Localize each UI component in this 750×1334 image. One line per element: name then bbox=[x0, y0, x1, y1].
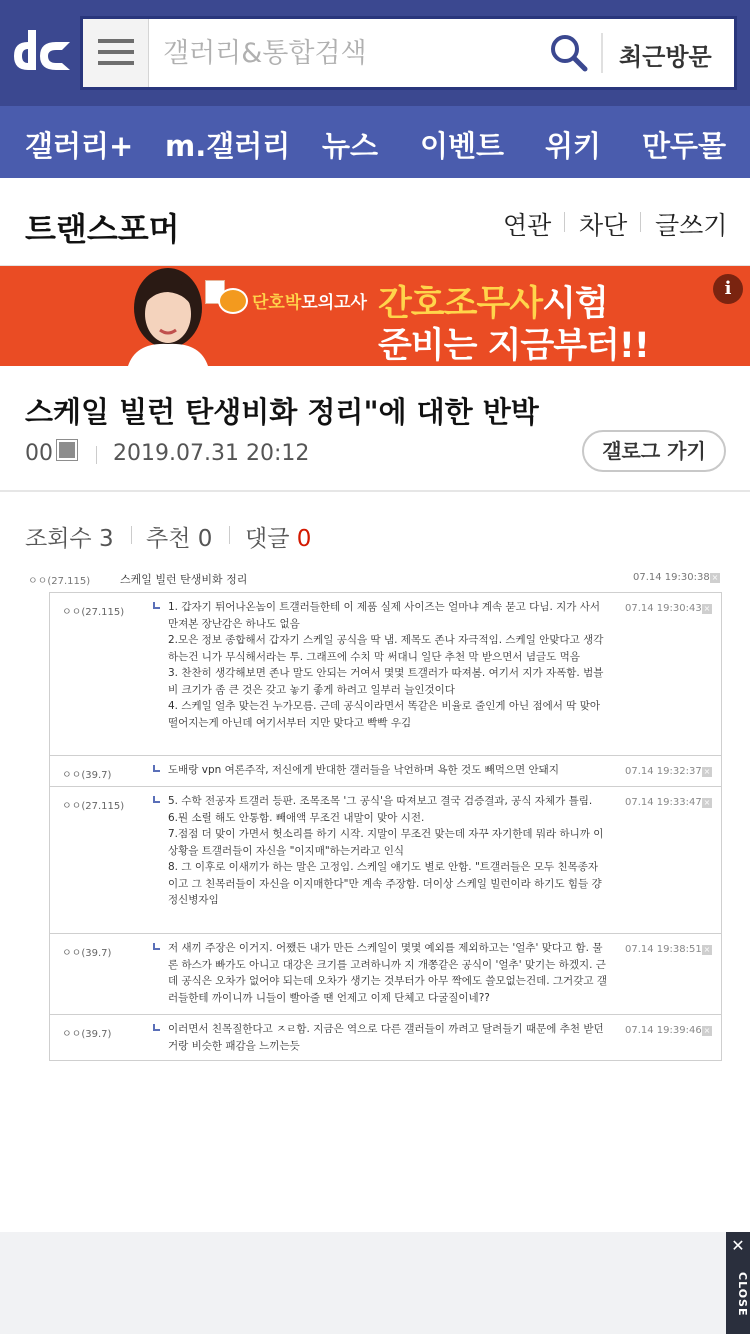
search-divider bbox=[601, 33, 603, 73]
ad-banner[interactable] bbox=[0, 266, 750, 366]
close-ad-button[interactable] bbox=[726, 1232, 750, 1334]
reply-date: 07.14 19:39:46 bbox=[625, 1025, 702, 1036]
reply-arrow-icon bbox=[153, 1024, 160, 1031]
ad-info-icon[interactable]: i bbox=[713, 274, 743, 304]
reply-row bbox=[50, 934, 721, 1015]
nav-item-m-gallery[interactable]: m.갤러리 bbox=[165, 129, 291, 163]
recent-visits-button[interactable]: 최근방문 bbox=[619, 43, 712, 71]
user-badge-icon bbox=[57, 440, 77, 460]
reply-nick[interactable]: ㅇㅇ(27.115) bbox=[62, 801, 125, 812]
reply-row bbox=[50, 593, 721, 756]
close-label: CLOSE bbox=[736, 1271, 749, 1317]
nav-item-news[interactable]: 뉴스 bbox=[322, 129, 379, 163]
reply-arrow-icon bbox=[153, 943, 160, 950]
write-button[interactable]: 글쓰기 bbox=[655, 211, 728, 240]
banner-brand: 단호박모의고사 bbox=[252, 293, 367, 313]
reply-arrow-icon bbox=[153, 602, 160, 609]
post-date: 2019.07.31 20:12 bbox=[113, 441, 310, 466]
comment-text: 스케일 빌런 탄생비화 정리 bbox=[120, 573, 248, 586]
reply-date: 07.14 19:32:37 bbox=[625, 766, 702, 777]
post-title: 스케일 빌런 탄생비화 정리"에 대한 반박 bbox=[25, 395, 539, 429]
reply-text: 저 새끼 주장은 이거지. 어쨌든 내가 만든 스케일이 몇몇 예외를 제외하고는 '얼추' 맞다고 함. 물론 하스가 빠가도 아니고 대강은 크기를 고려하니까 지 개쫑같은 공식이 '얼추' 맞기는 하겠지. 근데 공식은 오차가 없어야 되는데 오차가 생기는 것부터가 아무 짝에도 쓸모없는건데. 그거갖고 갤러들한테 까이니까 니들이 빨아줄 땐 언제고 이제 단체고 다굴질이네?? bbox=[168, 942, 607, 1004]
reply-row bbox=[50, 756, 721, 787]
reply-text: 5. 수학 전공자 트갤러 등판. 조목조목 '그 공식'을 따져보고 결국 검증결과, 공식 자체가 틀림. 6.뭔 소릴 해도 안통함. 빼애액 무조건 내말이 맞아 시전. 7.점점 더 맞이 가면서 헛소리를 하기 시작. 지말이 무조건 맞는데 자꾸 자기한데 뭐라 하니까 이 상황을 트갤러들이 자신을 "이지매"하는거라고 인식 8. 그 이후로 이새끼가 하는 말은 고정임. 스케일 얘기도 별로 안함. "트갤러들은 모두 친목종자이고 그 친목러들이 자신을 이지매한다"만 계속 주장함. 더이상 스케일 빌런이라 하기도 힘들 걍 정신병자임 bbox=[168, 795, 604, 906]
reply-date: 07.14 19:30:43 bbox=[625, 603, 702, 614]
hamburger-icon bbox=[98, 39, 134, 43]
top-header bbox=[0, 0, 750, 106]
search-icon[interactable] bbox=[549, 33, 589, 73]
nav-item-wiki[interactable]: 위키 bbox=[545, 129, 602, 163]
pumpkin-icon bbox=[218, 288, 248, 314]
gallery-title[interactable]: 트랜스포머 bbox=[25, 210, 180, 248]
reply-list bbox=[49, 592, 722, 1061]
banner-headline: 간호조무사시험 bbox=[378, 284, 608, 324]
reply-text: 도배랑 vpn 여론주작, 저신에게 반대한 갤러들을 낙언하며 욕한 것도 빼먹으면 안돼지 bbox=[168, 764, 559, 776]
reply-arrow-icon bbox=[153, 796, 160, 803]
comment-count: 댓글 0 bbox=[245, 526, 312, 552]
close-icon: ✕ bbox=[731, 1236, 745, 1255]
block-button[interactable]: 차단 bbox=[579, 211, 628, 240]
search-bar bbox=[80, 16, 737, 90]
view-count: 조회수 3 bbox=[25, 526, 114, 552]
original-comment bbox=[28, 570, 722, 590]
delete-icon[interactable]: × bbox=[703, 945, 711, 954]
delete-icon[interactable]: × bbox=[703, 1026, 711, 1035]
reply-row bbox=[50, 1015, 721, 1061]
nav-item-event[interactable]: 이벤트 bbox=[420, 129, 505, 163]
delete-icon[interactable]: × bbox=[703, 604, 711, 613]
model-photo bbox=[122, 268, 212, 366]
divider bbox=[0, 490, 750, 492]
menu-button[interactable] bbox=[83, 19, 149, 87]
nav-item-gallery-plus[interactable]: 갤러리+ bbox=[25, 129, 134, 163]
comment-date: 07.14 19:30:38 bbox=[633, 572, 710, 583]
delete-icon[interactable]: × bbox=[703, 798, 711, 807]
main-nav bbox=[0, 106, 750, 178]
reply-nick[interactable]: ㅇㅇ(39.7) bbox=[62, 948, 112, 959]
banner-subheadline: 준비는 지금부터!! bbox=[378, 326, 649, 366]
recommend-count: 추천 0 bbox=[146, 526, 213, 552]
gallog-button[interactable]: 갤로그 가기 bbox=[582, 430, 726, 472]
reply-nick[interactable]: ㅇㅇ(27.115) bbox=[62, 607, 125, 618]
delete-icon[interactable]: × bbox=[711, 573, 719, 582]
reply-date: 07.14 19:38:51 bbox=[625, 944, 702, 955]
post-author[interactable]: 00 bbox=[25, 441, 53, 466]
search-input[interactable] bbox=[163, 35, 543, 71]
gallery-header bbox=[0, 178, 750, 266]
reply-date: 07.14 19:33:47 bbox=[625, 797, 702, 808]
reply-nick[interactable]: ㅇㅇ(39.7) bbox=[62, 770, 112, 781]
reply-arrow-icon bbox=[153, 765, 160, 772]
delete-icon[interactable]: × bbox=[703, 767, 711, 776]
bottom-ad-area bbox=[0, 1232, 750, 1334]
nav-item-mandu-mall[interactable]: 만두몰 bbox=[642, 129, 727, 163]
dc-logo-icon[interactable] bbox=[10, 26, 76, 78]
reply-text: 이러면서 친목질한다고 ㅈㄹ함. 지금은 역으로 다른 갤러들이 까려고 달려들기 때문에 추천 받던거랑 비슷한 패감을 느끼는듯 bbox=[168, 1023, 604, 1052]
related-button[interactable]: 연관 bbox=[503, 211, 552, 240]
reply-row bbox=[50, 787, 721, 934]
comment-nick[interactable]: ㅇㅇ(27.115) bbox=[28, 576, 91, 587]
reply-text: 1. 갑자기 튀어나온놈이 트갤러들한테 이 제품 실제 사이즈는 얼마냐 계속 묻고 다님. 지가 사서 만져본 장난감은 하나도 없음 2.모은 정보 종합해서 갑자기 스케일 공식을 딱 냄. 제목도 존나 자극적임. 스케일 안맞다고 생각하는건 니가 무식해서라는 투. 그래프에 수치 막 써대니 일단 추천 막 받으면서 념글도 먹음 3. 찬찬히 생각해보면 존나 말도 안되는 거여서 몇몇 트갤러가 따져봄. 여기서 지가 자폭함. 범블비 크기가 좀 큰 것은 갖고 놓기 좋게 하려고 일부러 늘인것이다 4. 스케일 얼추 맞는건 누가모름. 근데 공식이라면서 똑같은 비율로 줄인게 아닌 점에서 딱 맞아떨어지는게 아닌데 여기서부터 지만 맞다고 빡빡 우김 bbox=[168, 601, 604, 729]
reply-nick[interactable]: ㅇㅇ(39.7) bbox=[62, 1029, 112, 1040]
